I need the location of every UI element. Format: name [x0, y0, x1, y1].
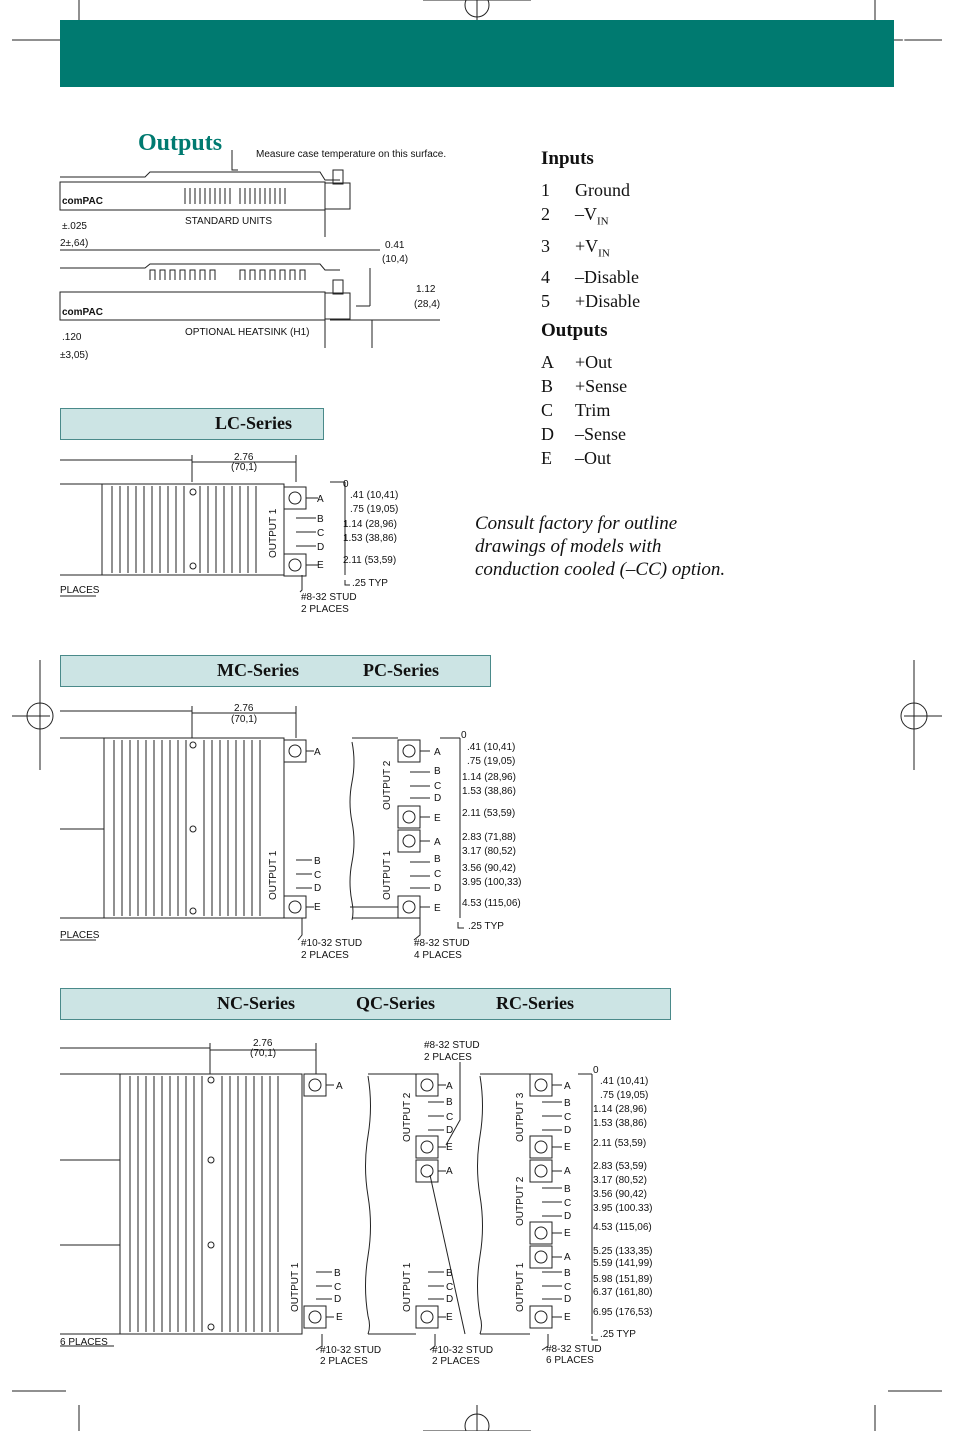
- nc-series-banner: NC-Series QC-Series RC-Series: [60, 988, 671, 1020]
- dim-041-mm: (10,4): [382, 254, 409, 265]
- mc-pin-e: E: [314, 902, 321, 913]
- nc-pin-a: A: [336, 1081, 343, 1092]
- input-row: 4 –Disable: [541, 267, 639, 288]
- mc-dim-6: 2.83 (71,88): [462, 832, 516, 843]
- nc-places: 6 PLACES: [60, 1337, 108, 1348]
- input-row: 1 Ground: [541, 180, 630, 200]
- lc-pin-c: C: [317, 528, 325, 539]
- rc-pin-e-3: E: [564, 1142, 571, 1153]
- mc-dim-mm: (70,1): [231, 714, 258, 725]
- dim-041: 0.41: [385, 240, 405, 251]
- mc-series-banner: MC-Series PC-Series: [60, 655, 491, 687]
- rc-pin-d-2: D: [564, 1211, 572, 1222]
- mc-typ: .25 TYP: [468, 921, 504, 932]
- lc-pin-b: B: [317, 514, 324, 525]
- nc-dim-1: .41 (10,41): [600, 1076, 649, 1087]
- pc-pin-c-1: C: [434, 869, 442, 880]
- rc-output-3: OUTPUT 3: [515, 1092, 526, 1142]
- lc-dim-mm: (70,1): [231, 462, 258, 473]
- rc-pin-d-3: D: [564, 1125, 572, 1136]
- qc-output-2: OUTPUT 2: [402, 1092, 413, 1142]
- rc-pin-a-1: A: [564, 1252, 571, 1263]
- qc-pin-a-2: A: [446, 1081, 453, 1092]
- nc-stud-2: #10-32 STUD: [432, 1345, 494, 1356]
- rc-pin-a-3: A: [564, 1081, 571, 1092]
- dim-112: 1.12: [416, 284, 436, 295]
- output-row: A +Out: [541, 352, 613, 372]
- lc-dim-4: 1.53 (38,86): [343, 533, 397, 544]
- input-row: 2 $-V_{IN}$: [541, 204, 609, 228]
- qc-pin-b-1: B: [446, 1268, 453, 1279]
- pc-pin-e-2: E: [434, 813, 441, 824]
- nc-dim-4: 1.53 (38,86): [593, 1118, 647, 1129]
- tol-2: .120: [62, 332, 82, 343]
- rc-pin-c-3: C: [564, 1112, 572, 1123]
- mc-output-2: OUTPUT 2: [382, 760, 393, 810]
- mc-pin-a: A: [314, 747, 321, 758]
- rc-pin-d-1: D: [564, 1294, 572, 1305]
- nc-stud-top-places: 2 PLACES: [424, 1052, 472, 1063]
- brand-logo-2: comPAC: [62, 307, 103, 318]
- nc-stud-3: #8-32 STUD: [546, 1344, 602, 1355]
- page-title: Outputs: [138, 130, 223, 156]
- brand-logo-1: comPAC: [62, 196, 103, 207]
- nc-stud-1: #10-32 STUD: [320, 1345, 382, 1356]
- pc-pin-a-1: A: [434, 837, 441, 848]
- mc-output-1-b: OUTPUT 1: [382, 850, 393, 900]
- tol-1-mm: 2±,64): [60, 238, 89, 249]
- rc-output-2: OUTPUT 2: [515, 1176, 526, 1226]
- nc-dim-15: 6.95 (176,53): [593, 1307, 653, 1318]
- qc-pin-b-2: B: [446, 1097, 453, 1108]
- mc-pin-c: C: [314, 870, 322, 881]
- nc-dim-8: 3.56 (90,42): [593, 1189, 647, 1200]
- mc-dim-5: 2.11 (53,59): [462, 808, 516, 819]
- nc-dim-13: 5.98 (151,89): [593, 1274, 653, 1285]
- nc-dim-11: 5.25 (133,35): [593, 1246, 653, 1257]
- pc-pin-b-2: B: [434, 766, 441, 777]
- rc-pin-c-2: C: [564, 1198, 572, 1209]
- nc-pin-c: C: [334, 1282, 342, 1293]
- heatsink-label: OPTIONAL HEATSINK (H1): [185, 327, 310, 338]
- inputs-title: Inputs: [541, 148, 594, 169]
- tol-1: ±.025: [62, 221, 87, 232]
- nc-dim-14: 6.37 (161,80): [593, 1287, 653, 1298]
- nc-dim: 2.76: [253, 1038, 273, 1049]
- pc-pin-d-1: D: [434, 883, 442, 894]
- output-row: D –Sense: [541, 424, 626, 444]
- nc-dim-10: 4.53 (115,06): [593, 1222, 652, 1233]
- outputs-title: Outputs: [541, 320, 608, 341]
- pc-pin-a-2: A: [434, 747, 441, 758]
- nc-typ: .25 TYP: [600, 1329, 636, 1340]
- mc-stud-1-places: 2 PLACES: [301, 950, 349, 961]
- qc-pin-c-2: C: [446, 1112, 454, 1123]
- lc-pin-e: E: [317, 560, 324, 571]
- mc-places: PLACES: [60, 930, 100, 941]
- lc-typ: .25 TYP: [352, 578, 388, 589]
- standard-label: STANDARD UNITS: [185, 216, 273, 227]
- nc-dim-2: .75 (19,05): [600, 1090, 649, 1101]
- output-row: C Trim: [541, 400, 611, 420]
- nc-dim-0: 0: [593, 1065, 599, 1076]
- nc-stud-2-places: 2 PLACES: [432, 1356, 480, 1367]
- output-row: E –Out: [541, 448, 611, 468]
- lc-dim: 2.76: [234, 452, 254, 463]
- dim-112-mm: (28,4): [414, 299, 441, 310]
- pc-pin-e-1: E: [434, 903, 441, 914]
- output-row: B +Sense: [541, 376, 628, 396]
- mc-dim: 2.76: [234, 703, 254, 714]
- mc-pin-d: D: [314, 883, 322, 894]
- lc-output-label: OUTPUT 1: [268, 508, 279, 558]
- lc-stud-places: 2 PLACES: [301, 604, 349, 615]
- nc-pin-d: D: [334, 1294, 342, 1305]
- mc-dim-3: 1.14 (28,96): [462, 772, 516, 783]
- rc-output-1: OUTPUT 1: [515, 1262, 526, 1312]
- qc-pin-d-2: D: [446, 1125, 454, 1136]
- measure-note: Measure case temperature on this surface.: [256, 149, 447, 160]
- pc-pin-d-2: D: [434, 793, 442, 804]
- nc-dim-mm: (70,1): [250, 1048, 277, 1059]
- lc-dim-1: .41 (10,41): [350, 490, 399, 501]
- nc-pin-b: B: [334, 1268, 341, 1279]
- rc-pin-b-3: B: [564, 1098, 571, 1109]
- mc-dim-4: 1.53 (38,86): [462, 786, 516, 797]
- mc-dim-10: 4.53 (115,06): [462, 898, 521, 909]
- lc-places: PLACES: [60, 585, 100, 596]
- rc-pin-c-1: C: [564, 1282, 572, 1293]
- nc-dim-6: 2.83 (53,59): [593, 1161, 647, 1172]
- qc-pin-c-1: C: [446, 1282, 454, 1293]
- lc-pin-d: D: [317, 542, 325, 553]
- nc-dim-12: 5.59 (141,99): [593, 1258, 653, 1269]
- pc-pin-b-1: B: [434, 854, 441, 865]
- nc-pin-e: E: [336, 1312, 343, 1323]
- mc-stud-2: #8-32 STUD: [414, 938, 470, 949]
- nc-dim-3: 1.14 (28,96): [593, 1104, 647, 1115]
- mc-output-1-a: OUTPUT 1: [268, 850, 279, 900]
- pc-pin-c-2: C: [434, 781, 442, 792]
- consult-note: Consult factory for outline drawings of models with conduction cooled (–CC) option.: [475, 513, 726, 580]
- nc-dim-7: 3.17 (80,52): [593, 1175, 647, 1186]
- nc-stud-top: #8-32 STUD: [424, 1040, 480, 1051]
- tol-2-mm: ±3,05): [60, 350, 89, 361]
- lc-dim-5: 2.11 (53,59): [343, 555, 397, 566]
- lc-stud: #8-32 STUD: [301, 592, 357, 603]
- lc-dim-2: .75 (19,05): [350, 504, 399, 515]
- qc-output-1: OUTPUT 1: [402, 1262, 413, 1312]
- rc-pin-e-2: E: [564, 1228, 571, 1239]
- qc-pin-d-1: D: [446, 1294, 454, 1305]
- mc-dim-7: 3.17 (80,52): [462, 846, 516, 857]
- nc-dim-5: 2.11 (53,59): [593, 1138, 647, 1149]
- mc-dim-2: .75 (19,05): [467, 756, 516, 767]
- rc-pin-a-2: A: [564, 1166, 571, 1177]
- input-row: $3 +V_{IN}$: [541, 235, 610, 260]
- mc-stud-1: #10-32 STUD: [301, 938, 363, 949]
- mc-pin-b: B: [314, 856, 321, 867]
- nc-output-1: OUTPUT 1: [290, 1262, 301, 1312]
- lc-series-banner: LC-Series: [60, 408, 324, 440]
- mc-dim-9: 3.95 (100,33): [462, 877, 522, 888]
- qc-pin-e-1: E: [446, 1312, 453, 1323]
- nc-stud-3-places: 6 PLACES: [546, 1355, 594, 1366]
- mc-stud-2-places: 4 PLACES: [414, 950, 462, 961]
- lc-pin-a: A: [317, 494, 324, 505]
- lc-dim-0: 0: [343, 479, 349, 490]
- qc-pin-a-1: A: [446, 1166, 453, 1177]
- lc-dim-3: 1.14 (28,96): [343, 519, 397, 530]
- nc-dim-9: 3.95 (100.33): [593, 1203, 653, 1214]
- nc-stud-1-places: 2 PLACES: [320, 1356, 368, 1367]
- mc-dim-8: 3.56 (90,42): [462, 863, 516, 874]
- rc-pin-e-1: E: [564, 1312, 571, 1323]
- input-row: 5 +Disable: [541, 291, 641, 312]
- rc-pin-b-1: B: [564, 1268, 571, 1279]
- mc-dim-1: .41 (10,41): [467, 742, 516, 753]
- mc-dim-0: 0: [461, 730, 467, 741]
- page-number: 5: [901, 28, 914, 57]
- rc-pin-b-2: B: [564, 1184, 571, 1195]
- qc-pin-e-2: E: [446, 1142, 453, 1153]
